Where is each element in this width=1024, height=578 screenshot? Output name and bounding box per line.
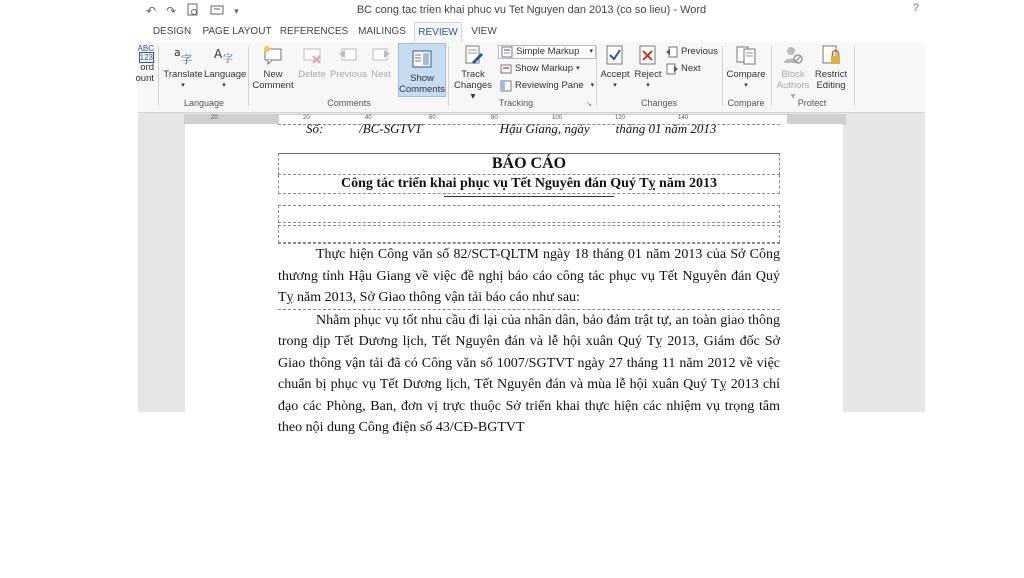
next-comment-icon (370, 44, 392, 66)
underline-divider (444, 196, 614, 197)
group-label-comments: Comments (327, 98, 371, 108)
track-changes-button[interactable]: Track Changes ▾ (451, 44, 495, 102)
markup-dropdown-value: Simple Markup (516, 46, 580, 57)
lock-icon (820, 44, 842, 66)
document-page[interactable] (185, 121, 843, 435)
word-count-button[interactable]: ABC 123 ord ount (135, 44, 154, 84)
separator (854, 46, 855, 106)
group-label-protect: Protect (797, 98, 827, 108)
compare-icon (735, 44, 757, 66)
block-authors-button[interactable]: Block Authors ▾ (775, 44, 811, 102)
svg-text:字: 字 (181, 53, 192, 66)
separator (158, 46, 159, 106)
document-header-line: Số: /BC-SGTVT Hậu Giang, ngày tháng 01 năm 2013 (278, 124, 780, 139)
tab-page-layout[interactable]: PAGE LAYOUT (202, 26, 272, 37)
delete-comment-button[interactable]: Delete (295, 44, 329, 80)
tab-mailings[interactable]: MAILINGS (358, 26, 406, 37)
next-change-button[interactable]: Next (666, 63, 701, 75)
show-markup-icon (500, 63, 512, 75)
translate-button[interactable]: a 字 Translate ▾ (163, 46, 203, 89)
previous-comment-icon (337, 44, 359, 66)
ribbon-tabs (138, 22, 925, 43)
show-comments-icon (411, 48, 433, 70)
svg-text:a: a (174, 46, 181, 59)
reject-icon (637, 44, 659, 66)
empty-paragraph (278, 205, 780, 223)
customize-qat-icon[interactable]: ▾ (234, 6, 239, 16)
new-comment-button[interactable]: New Comment (252, 44, 294, 91)
reviewing-pane-button[interactable]: Reviewing Pane ▾ (500, 80, 594, 92)
title-bar (138, 0, 925, 22)
svg-text:A: A (214, 47, 223, 61)
group-label-tracking: Tracking (498, 98, 534, 108)
group-label-language: Language (183, 98, 225, 108)
restrict-editing-button[interactable]: Restrict Editing (813, 44, 849, 91)
previous-change-icon (666, 46, 678, 58)
report-title: BÁO CÁO (278, 153, 780, 175)
track-changes-icon (462, 44, 484, 66)
group-label-changes: Changes (640, 98, 678, 108)
word-window (135, 0, 925, 435)
separator (596, 46, 597, 106)
separator (448, 46, 449, 106)
block-authors-icon (782, 44, 804, 66)
empty-paragraph (278, 225, 780, 243)
review-ribbon (135, 42, 925, 113)
window-title: BC cong tac trien khai phuc vu Tet Nguyen dan 2013 (co so lieu) - Word (356, 4, 707, 16)
reject-button[interactable]: Reject ▾ (632, 44, 664, 91)
tab-design[interactable]: DESIGN (152, 26, 192, 37)
help-icon[interactable]: ? (912, 2, 919, 14)
paragraph-2: Nhằm phục vụ tốt nhu cầu đi lại của nhân dân, bảo đảm trật tự, an toàn giao thông trong dịp Tết Dương lịch, Tết Nguyên đán và lễ hội xuân Quý Tỵ 2013, Giám đốc Sở Giao thông vận tải đã có Công văn số 1007/SGTVT ngày 27 tháng 11 năm 2012 về việc chuẩn bị phục vụ Tết Dương lịch, Tết Nguyên đán và mùa lễ hội xuân Quý Tỵ 2013 chỉ đạo các Phòng, Ban, đơn vị trực thuộc Sở triển khai thực hiện các nhiệm vụ trọng tâm theo nội dung Công điện số 43/CĐ-BGTVT (278, 309, 780, 439)
paragraph-1: Thực hiện Công văn số 82/SCT-QLTM ngày 18 tháng 01 năm 2013 của Sở Công thương tỉnh Hậu Giang về việc đề nghị báo cáo công tác phục vụ Tết Nguyên đán Quý Tỵ năm 2013, Sở Giao thông vận tải báo cáo như sau: (278, 243, 780, 309)
report-subtitle: Công tác triển khai phục vụ Tết Nguyên đán Quý Tỵ năm 2013 (278, 175, 780, 194)
undo-icon[interactable]: ↶ (146, 4, 157, 18)
tab-view[interactable]: VIEW (471, 26, 497, 37)
reviewing-pane-icon (500, 80, 512, 92)
language-icon (213, 44, 235, 66)
language-button[interactable]: A 字 Language ▾ (204, 44, 244, 91)
dialog-launcher-icon[interactable]: ↘ (586, 101, 592, 108)
word-count-icon: ABC 123 (137, 44, 154, 62)
delete-comment-icon (301, 44, 323, 66)
markup-icon (501, 46, 513, 58)
next-change-icon (666, 63, 678, 75)
previous-change-button[interactable]: Previous (666, 46, 718, 58)
tab-review[interactable]: REVIEW (414, 22, 462, 44)
translate-icon (172, 44, 194, 66)
separator (771, 46, 772, 106)
markup-dropdown[interactable] (498, 45, 596, 59)
horizontal-ruler[interactable]: 20 20 40 60 80 100 120 140 (138, 113, 925, 124)
new-comment-icon (262, 44, 284, 66)
separator (722, 46, 723, 106)
group-label-compare: Compare (727, 98, 765, 108)
previous-comment-button[interactable]: Previous (330, 44, 366, 80)
separator (248, 46, 249, 106)
tab-references[interactable]: REFERENCES (279, 26, 349, 37)
show-comments-button[interactable]: Show Comments (398, 43, 446, 97)
svg-text:字: 字 (223, 54, 233, 65)
accept-icon (604, 44, 626, 66)
compare-button[interactable]: Compare ▾ (725, 44, 767, 91)
show-markup-button[interactable]: Show Markup ▾ (500, 63, 580, 75)
redo-icon[interactable]: ↷ (166, 4, 177, 18)
accept-button[interactable]: Accept ▾ (599, 44, 631, 91)
next-comment-button[interactable]: Next (367, 44, 395, 80)
document-body[interactable] (278, 121, 780, 439)
chevron-down-icon: ▾ (589, 48, 593, 55)
